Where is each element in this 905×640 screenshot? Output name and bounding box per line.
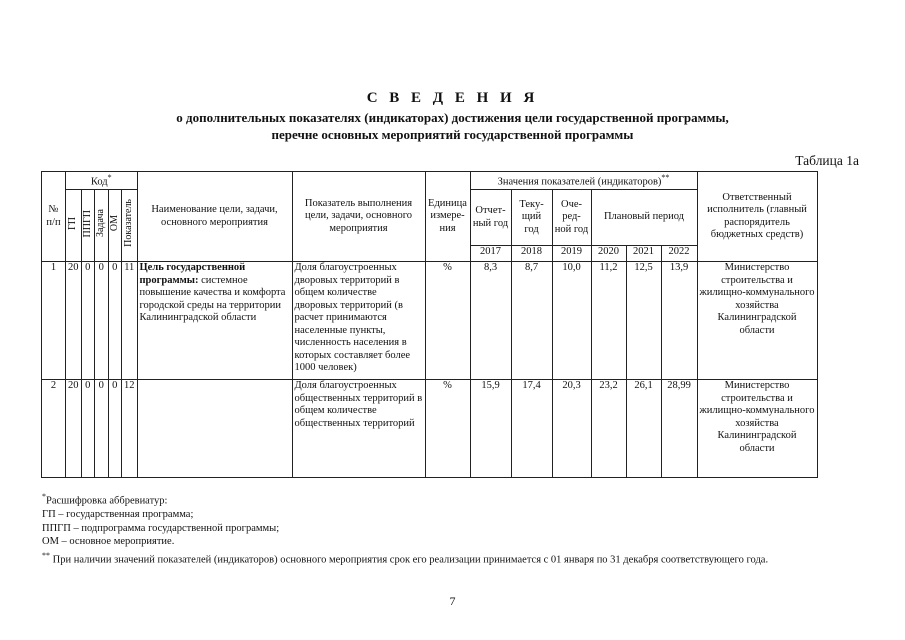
row-code-indicator: 11 bbox=[122, 262, 138, 380]
row-name bbox=[137, 380, 292, 478]
row-value-2021: 12,5 bbox=[626, 262, 661, 380]
footnote-item: ГП – государственная программа; bbox=[42, 509, 194, 520]
row-code-ppgp: 0 bbox=[81, 380, 95, 478]
document-subtitle-line1: о дополнительных показателях (индикаторах) достижения цели государственной программы, bbox=[176, 110, 729, 125]
row-value-2020: 11,2 bbox=[591, 262, 626, 380]
table-row bbox=[42, 380, 818, 478]
row-code-gp: 20 bbox=[66, 380, 82, 478]
footnote-item: ППГП – подпрограмма государственной программы; bbox=[42, 522, 280, 534]
document-title: С В Е Д Е Н И Я bbox=[366, 90, 539, 106]
footnotes bbox=[42, 490, 857, 567]
row-value-2017: 15,9 bbox=[470, 380, 511, 478]
table-label: Таблица 1а bbox=[795, 153, 859, 168]
header-values-group: Значения показателей (индикаторов)** bbox=[470, 172, 697, 190]
header-responsible: Ответственный исполнитель (главный распорядитель бюджетных средств) bbox=[697, 172, 817, 262]
row-value-2018: 8,7 bbox=[511, 262, 552, 380]
row-code-task: 0 bbox=[95, 380, 109, 478]
year-2022: 2022 bbox=[661, 246, 697, 262]
row-indicator: Доля благоустроенных общественных территорий в общем количестве общественных территорий bbox=[292, 380, 425, 478]
row-value-2020: 23,2 bbox=[591, 380, 626, 478]
header-code-indicator: Показатель bbox=[122, 190, 138, 262]
row-code-om: 0 bbox=[108, 262, 122, 380]
row-code-gp: 20 bbox=[66, 262, 82, 380]
row-name: Цель государственной программы: системное повышение качества и комфорта городской среды на территории Калининградской области bbox=[137, 262, 292, 380]
header-indicator: Показатель выполнения цели, задачи, основного мероприятия bbox=[292, 172, 425, 262]
row-code-task: 0 bbox=[95, 262, 109, 380]
row-value-2017: 8,3 bbox=[470, 262, 511, 380]
year-2018: 2018 bbox=[511, 246, 552, 262]
header-plan-period: Плановый период bbox=[591, 190, 697, 246]
header-unit: Единица измере-ния bbox=[425, 172, 470, 262]
header-code-gp: ГП bbox=[66, 190, 82, 262]
indicators-table bbox=[41, 171, 818, 478]
footnote-1-title: *Расшифровка аббревиатур: bbox=[42, 492, 168, 507]
header-code-om: ОМ bbox=[108, 190, 122, 262]
document-subtitle-line2: перечне основных мероприятий государственной программы bbox=[271, 127, 634, 142]
row-value-2021: 26,1 bbox=[626, 380, 661, 478]
row-value-2018: 17,4 bbox=[511, 380, 552, 478]
row-unit: % bbox=[425, 262, 470, 380]
header-report-year: Отчет-ный год bbox=[470, 190, 511, 246]
footnote-item: ОМ – основное мероприятие. bbox=[42, 536, 175, 547]
header-next-year: Оче-ред-ной год bbox=[552, 190, 591, 246]
table-row bbox=[42, 262, 818, 380]
header-code-ppgp: ППГП bbox=[81, 190, 95, 262]
row-value-2019: 20,3 bbox=[552, 380, 591, 478]
year-2020: 2020 bbox=[591, 246, 626, 262]
row-value-2022: 13,9 bbox=[661, 262, 697, 380]
row-code-indicator: 12 bbox=[122, 380, 138, 478]
row-num: 1 bbox=[42, 262, 66, 380]
row-value-2019: 10,0 bbox=[552, 262, 591, 380]
header-code: Код* bbox=[66, 172, 138, 190]
row-num: 2 bbox=[42, 380, 66, 478]
row-value-2022: 28,99 bbox=[661, 380, 697, 478]
row-responsible: Министерство строительства и жилищно-коммунального хозяйства Калининградской области bbox=[697, 380, 817, 478]
header-name: Наименование цели, задачи, основного мероприятия bbox=[137, 172, 292, 262]
row-code-om: 0 bbox=[108, 380, 122, 478]
header-num: № п/п bbox=[42, 172, 66, 262]
header-code-task: Задача bbox=[95, 190, 109, 262]
footnote-2: ** При наличии значений показателей (индикаторов) основного мероприятия срок его реализации принимается с 01 января по 31 декабря соответствующего года. bbox=[42, 550, 769, 565]
row-responsible: Министерство строительства и жилищно-коммунального хозяйства Калининградской области bbox=[697, 262, 817, 380]
header-current-year: Теку-щий год bbox=[511, 190, 552, 246]
row-indicator: Доля благоустроенных дворовых территорий в общем количестве дворовых территорий (в расчет принимаются населенные пункты, численность населения в которых составляет более 1000 человек) bbox=[292, 262, 425, 380]
year-2017: 2017 bbox=[470, 246, 511, 262]
page-number: 7 bbox=[449, 594, 456, 608]
year-2021: 2021 bbox=[626, 246, 661, 262]
year-2019: 2019 bbox=[552, 246, 591, 262]
row-unit: % bbox=[425, 380, 470, 478]
row-code-ppgp: 0 bbox=[81, 262, 95, 380]
